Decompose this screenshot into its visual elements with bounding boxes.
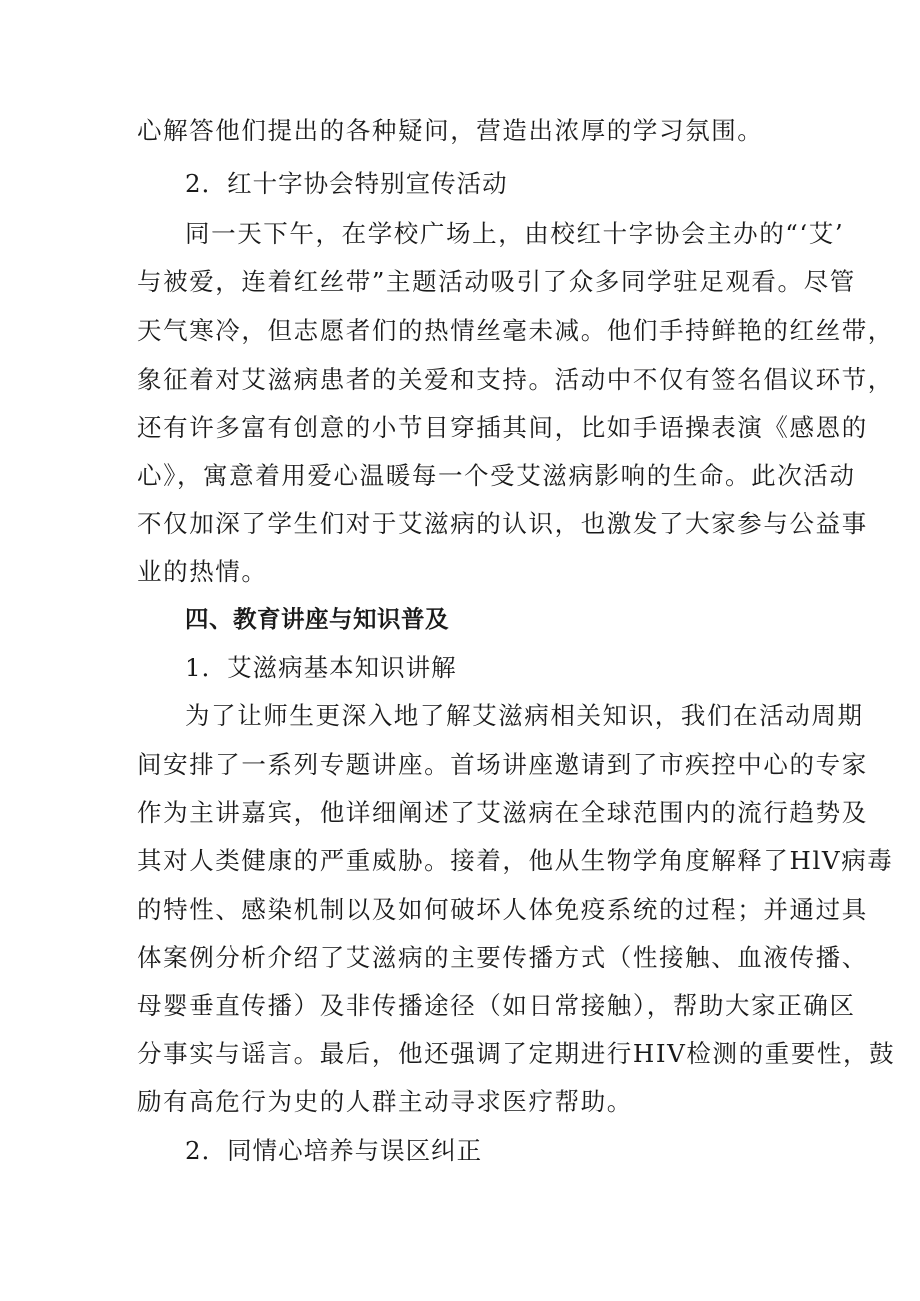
paragraph-line: 心》，寓意着用爱心温暖每一个受艾滋病影响的生命。此次活动	[137, 461, 856, 490]
paragraph-line: 励有高危行为史的人群主动寻求医疗帮助。	[137, 1087, 633, 1116]
paragraph-line: 其对人类健康的严重威胁。接着，他从生物学角度解释了HlV病毒	[137, 846, 894, 875]
subsection-heading: 2．红十字协会特别宣传活动	[185, 169, 508, 198]
paragraph-line: 业的热情。	[137, 557, 268, 586]
paragraph-line: 体案例分析介绍了艾滋病的主要传播方式（性接触、血液传播、	[137, 943, 868, 972]
subsection-heading: 1．艾滋病基本知识讲解	[185, 653, 457, 682]
paragraph-line: 不仅加深了学生们对于艾滋病的认识，也激发了大家参与公益事	[137, 509, 868, 538]
paragraph-line: 的特性、感染机制以及如何破坏人体免疫系统的过程；并通过具	[137, 895, 868, 924]
paragraph-line: 母婴垂直传播）及非传播途径（如日常接触），帮助大家正确区	[137, 991, 856, 1020]
paragraph-line: 还有许多富有创意的小节目穿插其间，比如手语操表演《感恩的	[137, 413, 868, 442]
paragraph-line: 作为主讲嘉宾，他详细阐述了艾滋病在全球范围内的流行趋势及	[137, 798, 868, 827]
paragraph-line: 象征着对艾滋病患者的关爱和支持。活动中不仅有签名倡议环节，	[137, 365, 894, 394]
paragraph-line: 同一天下午，在学校广场上，由校红十字协会主办的“‘艾’	[185, 219, 845, 248]
paragraph-line: 间安排了一系列专题讲座。首场讲座邀请到了市疾控中心的专家	[137, 750, 868, 779]
paragraph-line: 分事实与谣言。最后，他还强调了定期进行HIV检测的重要性，鼓	[137, 1039, 896, 1068]
paragraph-line: 与被爱，连着红丝带”主题活动吸引了众多同学驻足观看。尽管	[137, 267, 856, 296]
section-heading: 四、教育讲座与知识普及	[185, 605, 449, 633]
paragraph-line: 为了让师生更深入地了解艾滋病相关知识，我们在活动周期	[185, 701, 864, 730]
paragraph-line: 天气寒冷，但志愿者们的热情丝毫未减。他们手持鲜艳的红丝带，	[137, 316, 894, 345]
subsection-heading: 2．同情心培养与误区纠正	[185, 1136, 483, 1165]
paragraph-line: 心解答他们提出的各种疑问，营造出浓厚的学习氛围。	[137, 116, 764, 145]
